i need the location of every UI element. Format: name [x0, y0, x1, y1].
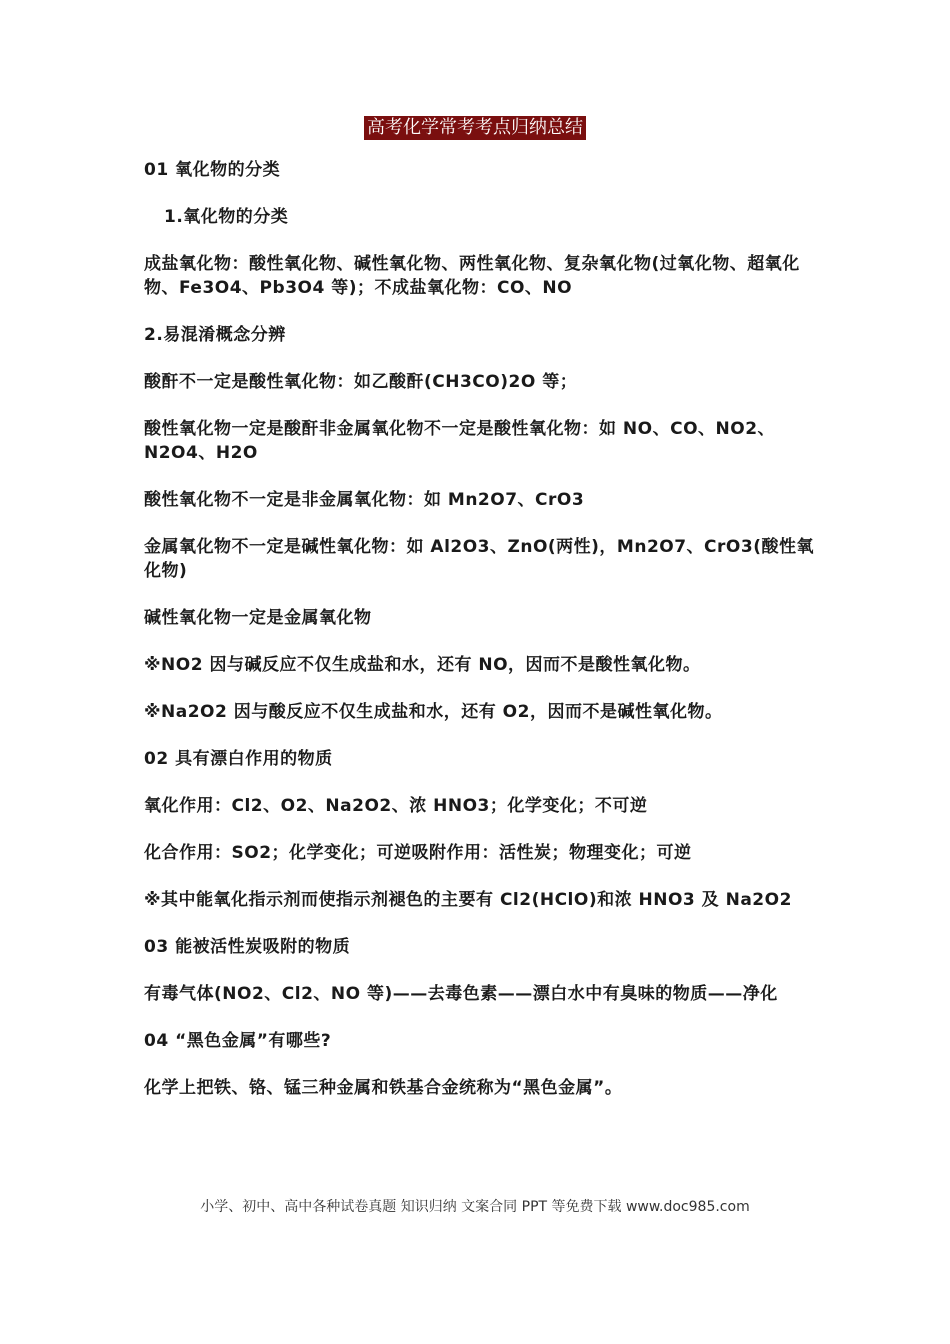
- paragraph: 碱性氧化物一定是金属氧化物: [144, 608, 372, 628]
- paragraph: 酸性氧化物一定是酸酐非金属氧化物不一定是酸性氧化物：如 NO、CO、NO2、N2O4、H2O: [144, 419, 776, 463]
- section-heading-03: 03 能被活性炭吸附的物质: [144, 937, 351, 957]
- subheading-oxide-classification: 1.氧化物的分类: [164, 207, 289, 227]
- section-heading-02: 02 具有漂白作用的物质: [144, 749, 333, 769]
- paragraph: 化学上把铁、铬、锰三种金属和铁基合金统称为“黑色金属”。: [144, 1078, 623, 1098]
- document-body: [144, 158, 816, 1123]
- subheading-confusing-concepts: 2.易混淆概念分辨: [144, 325, 286, 345]
- paragraph: 氧化作用：Cl2、O2、Na2O2、浓 HNO3；化学变化；不可逆: [144, 796, 648, 816]
- title-container: [0, 116, 950, 140]
- page-footer: 小学、初中、高中各种试卷真题 知识归纳 文案合同 PPT 等免费下载 www.doc985.com: [200, 1199, 750, 1215]
- note-paragraph: ※Na2O2 因与酸反应不仅生成盐和水，还有 O2，因而不是碱性氧化物。: [144, 702, 723, 722]
- note-paragraph: ※其中能氧化指示剂而使指示剂褪色的主要有 Cl2(HClO)和浓 HNO3 及 Na2O2: [144, 890, 792, 910]
- paragraph: 酸酐不一定是酸性氧化物：如乙酸酐(CH3CO)2O 等；: [144, 372, 578, 392]
- paragraph: 有毒气体(NO2、Cl2、NO 等)——去毒色素——漂白水中有臭味的物质——净化: [144, 984, 778, 1004]
- paragraph: 金属氧化物不一定是碱性氧化物：如 Al2O3、ZnO(两性)，Mn2O7、CrO3(酸性氧化物): [144, 537, 814, 581]
- section-heading-01: 01 氧化物的分类: [144, 160, 281, 180]
- document-title: 高考化学常考考点归纳总结: [364, 116, 586, 140]
- section-heading-04: 04 “黑色金属”有哪些?: [144, 1031, 332, 1051]
- paragraph: 化合作用：SO2；化学变化；可逆吸附作用：活性炭；物理变化；可逆: [144, 843, 692, 863]
- paragraph: 酸性氧化物不一定是非金属氧化物：如 Mn2O7、CrO3: [144, 490, 585, 510]
- note-paragraph: ※NO2 因与碱反应不仅生成盐和水，还有 NO，因而不是酸性氧化物。: [144, 655, 701, 675]
- paragraph: 成盐氧化物：酸性氧化物、碱性氧化物、两性氧化物、复杂氧化物(过氧化物、超氧化物、Fe3O4、Pb3O4 等)；不成盐氧化物：CO、NO: [144, 254, 800, 298]
